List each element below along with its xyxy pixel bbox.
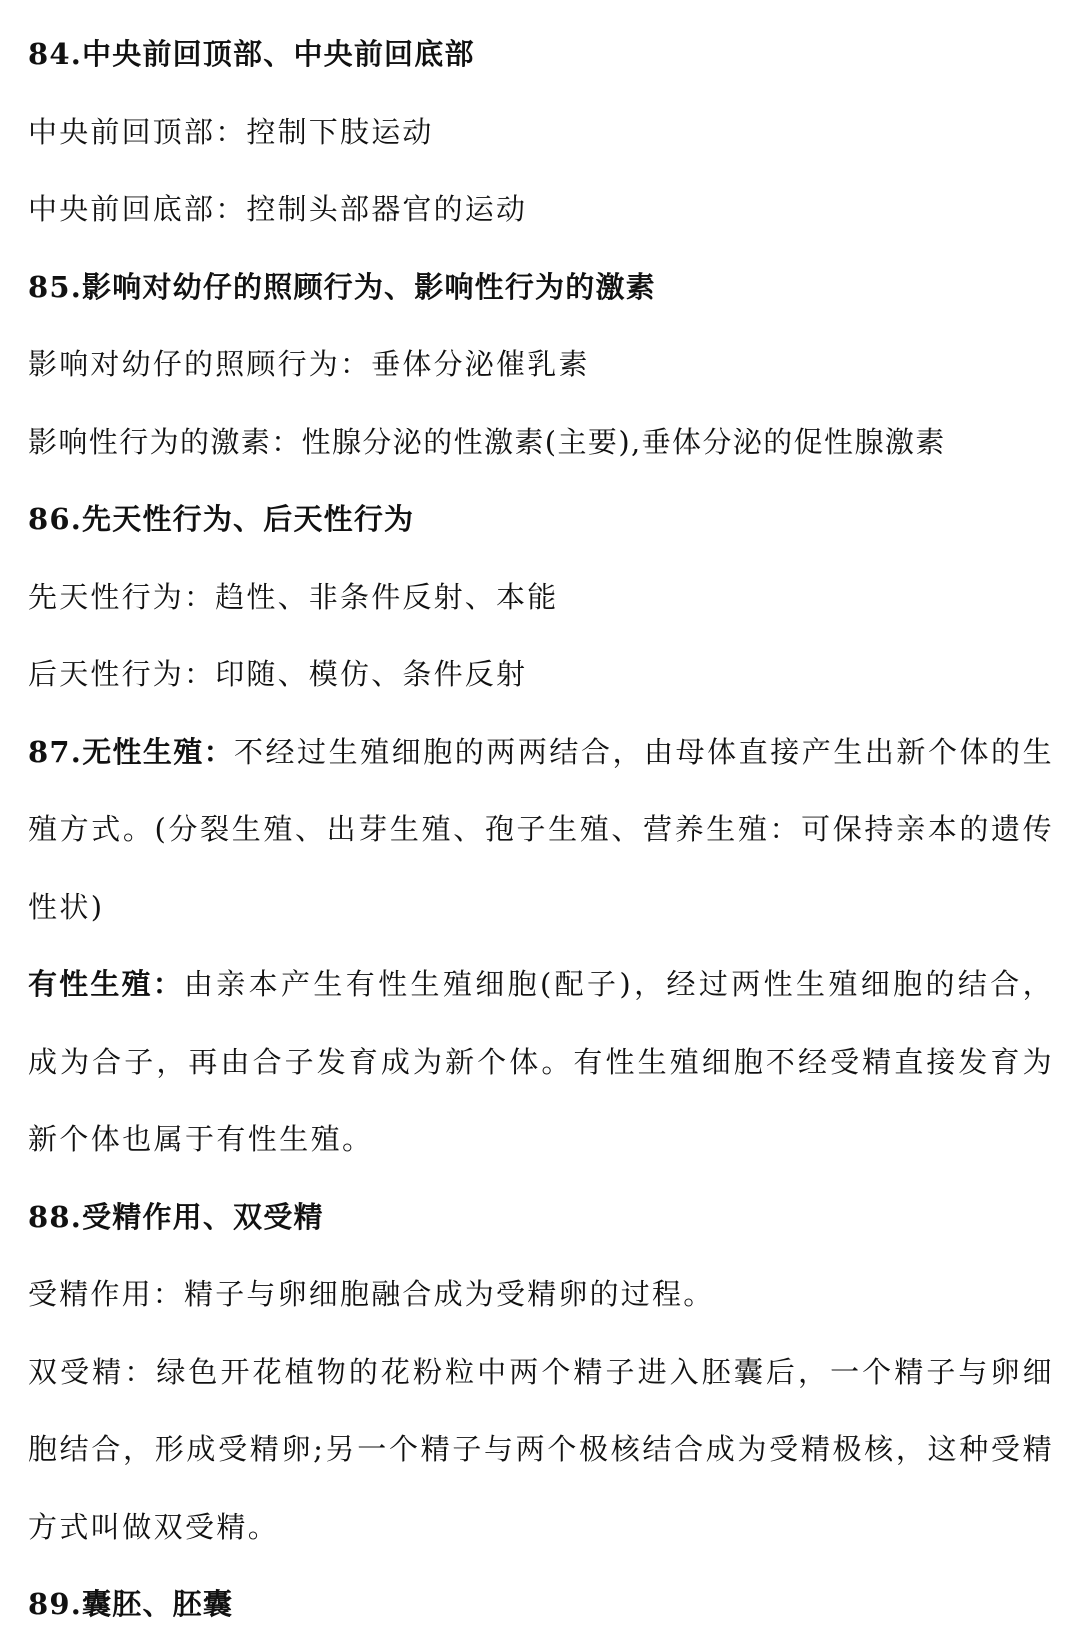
definition-text: 不经过生殖细胞的两两结合，由母体直接产生出新个体的生殖方式。(分裂生殖、出芽生殖、孢子生殖、营养生殖：可保持亲本的遗传性状): [28, 734, 1054, 924]
document-page: [28, 16, 1054, 1644]
paragraph-sexual-reproduction: [28, 946, 1054, 1179]
section-heading-84: 84.中央前回顶部、中央前回底部: [28, 37, 475, 71]
text-line: 先天性行为：趋性、非条件反射、本能: [28, 579, 559, 614]
definition-text: 由亲本产生有性生殖细胞(配子)，经过两性生殖细胞的结合，成为合子，再由合子发育成为新个体。有性生殖细胞不经受精直接发育为新个体也属于有性生殖。: [28, 967, 1054, 1156]
text-line: 受精作用：精子与卵细胞融合成为受精卵的过程。: [28, 1277, 715, 1311]
text-line: 中央前回顶部：控制下肢运动: [28, 114, 434, 149]
section-heading-88: 88.受精作用、双受精: [28, 1199, 324, 1234]
paragraph-asexual-reproduction: [28, 714, 1054, 947]
section-heading-86: 86.先天性行为、后天性行为: [28, 502, 415, 536]
text-line: 中央前回底部：控制头部器官的运动: [28, 192, 528, 226]
paragraph-double-fertilization: 双受精：绿色开花植物的花粉粒中两个精子进入胚囊后，一个精子与卵细胞结合，形成受精卵;另一个精子与两个极核结合成为受精极核，这种受精方式叫做双受精。: [28, 1354, 1054, 1544]
section-heading-89: 89.囊胚、胚囊: [28, 1587, 234, 1621]
term-sexual-reproduction: 有性生殖：: [28, 967, 184, 1001]
text-line: 影响对幼仔的照顾行为：垂体分泌催乳素: [28, 347, 590, 381]
text-line: 后天性行为：印随、模仿、条件反射: [28, 657, 528, 691]
term-asexual-reproduction: 87.无性生殖：: [28, 734, 234, 769]
text-line: 影响性行为的激素：性腺分泌的性激素(主要),垂体分泌的促性腺激素: [28, 424, 946, 459]
section-heading-85: 85.影响对幼仔的照顾行为、影响性行为的激素: [28, 269, 656, 304]
